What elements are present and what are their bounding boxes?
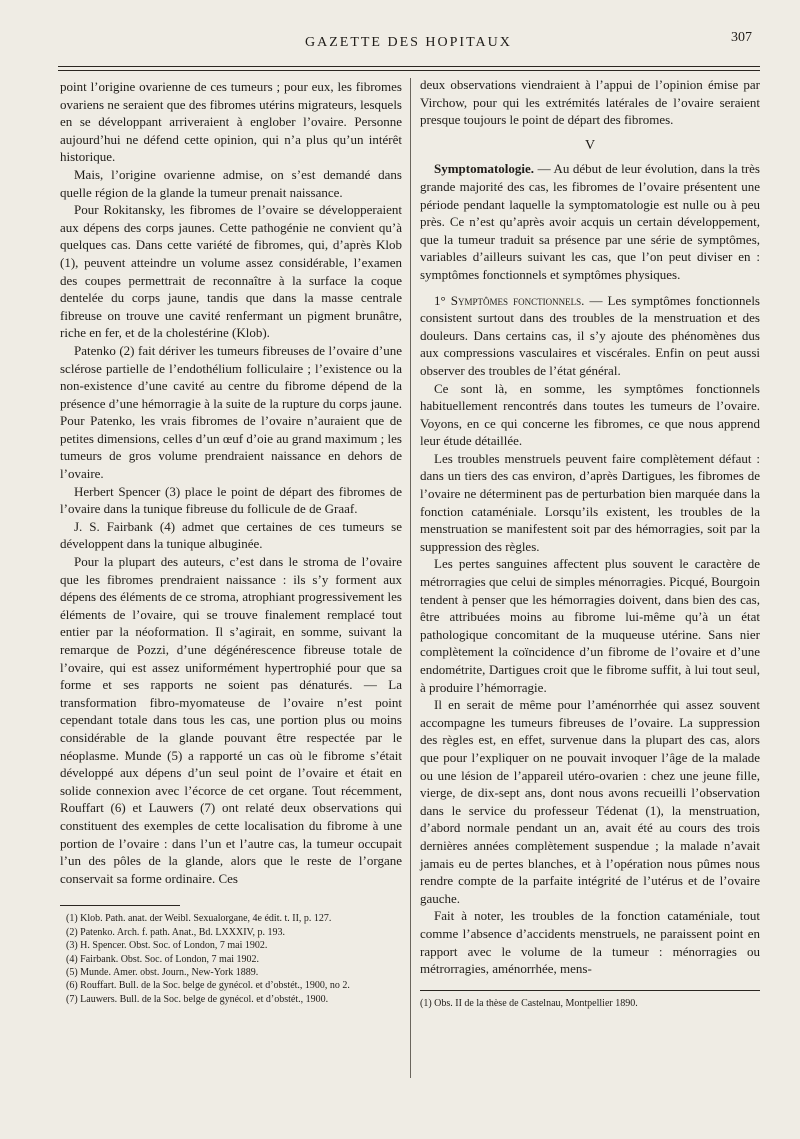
journal-title: GAZETTE DES HOPITAUX (305, 35, 512, 50)
footnote-right: (1) Obs. II de la thèse de Castelnau, Montpellier 1890. (420, 997, 638, 1009)
paragraph: Herbert Spencer (3) place le point de départ des fibromes de l’ovaire dans la tunique fibreuse du follicule de de Graaf. (60, 483, 402, 517)
paragraph: Pour Rokitansky, les fibromes de l’ovaire se développeraient aux dépens des corps jaunes. Cette pathogénie ne convient qu’à quelques cas. Dans cette variété de fibromes, qui, d’après Klob (1), peuvent atteindre un volume assez considérable, l’examen des coupes permettrait de reconnaître à la surface la coque dentelée du corps jaune, tandis que dans la masse centrale fibreuse on trouve une cavité renfermant un pigment brunâtre, riche en fer, et de la cholestérine (Klob). (60, 202, 402, 341)
footnote: (6) Rouffart. Bull. de la Soc. belge de gynécol. et d’obstét., 1900, no 2. (66, 980, 350, 992)
left-column (60, 78, 402, 1006)
paragraph: Les pertes sanguines affectent plus souvent le caractère de métrorragies que celui de simples ménorragies. Picqué, Bourgoin tendent à penser que les hémorragies doivent, dans bien des cas, être attribuées moins au fibrome lui-même qu’à un état pathologique concomitant de la muqueuse utérine. Sans nier complètement la coïncidence d’un fibrome de l’ovaire et d’une endométrite, Dartigues croit que le fibrome suffit, à lui tout seul, à produire l’hémorragie. (420, 556, 760, 695)
paragraph: Il en serait de même pour l’aménorrhée qui assez souvent accompagne les tumeurs fibreuses de l’ovaire. La suppression des règles est, en effet, survenue dans la plupart des cas, alors que pour l’expliquer on ne pouvait invoquer l’âge de la malade ou une lésion de l’appareil utéro-ovarien : chez une jeune fille, vierge, de dix-sept ans, dont nous avons recueilli l’observation dans le service du professeur Tédenat (1), la menstruation, d’abord normale pendant un an, avait été au cours des trois dernières années complètement suspendue ; la malade n’avait jamais eu de pertes blanches, et à l’opération nous pûmes nous rendre compte de la parfaite intégrité de l’utérus et de l’ovaire gauche. (420, 697, 760, 906)
section-number: V (584, 137, 596, 153)
running-head (0, 28, 800, 60)
paragraph-text: — Au début de leur évolution, dans la très grande majorité des cas, les fibromes de l’ovaire présentent une période pendant laquelle la symptomatologie est nulle ou à peu près. Ce n’est qu’après avoir acquis un certain développement, que la tumeur traduit sa présence par une série de symptômes, variables d’ailleurs suivant les cas, que l’on peut diviser en : symptômes fonctionnels et symptômes physiques. (420, 161, 760, 282)
footnote: (3) H. Spencer. Obst. Soc. of London, 7 mai 1902. (66, 940, 268, 952)
paragraph: Patenko (2) fait dériver les tumeurs fibreuses de l’ovaire d’une sclérose partielle de l’endothélium folliculaire ; l’existence ou la non-existence d’une cavité au centre du fibrome dépend de la présence d’une hémorragie à la suite de la rupture du corps jaune. Pour Patenko, les vrais fibromes de l’ovaire n’auraient que de petites dimensions, celles d’un œuf d’oie au grand maximum ; les tumeurs de gros volume prendraient naissance en dehors de l’ovaire. (60, 342, 402, 482)
paragraph: Mais, l’origine ovarienne admise, on s’est demandé dans quelle région de la glande la tumeur prenait naissance. (60, 166, 402, 200)
right-column (420, 76, 760, 1010)
footnote: (1) Klob. Path. anat. der Weibl. Sexualorgane, 4e édit. t. II, p. 127. (66, 913, 332, 925)
footnote: (2) Patenko. Arch. f. path. Anat., Bd. LXXXIV, p. 193. (66, 926, 285, 938)
footnote: (5) Munde. Amer. obst. Journ., New-York 1889. (66, 966, 259, 978)
paragraph-functional (420, 292, 760, 380)
header-rule (58, 66, 760, 67)
footnotes-left (60, 912, 402, 1006)
page-number: 307 (731, 30, 752, 45)
header-rule-thin (58, 70, 760, 71)
paragraph-text: — Les symptômes fonctionnels consistent surtout dans des troubles de la menstruation et des douleurs. Dans certains cas, il s’y ajoute des phénomènes dus aux compressions vasculaires et viscérales. Enfin on peut aussi observer des troubles de l’état général. (420, 292, 760, 378)
paragraph: Les troubles menstruels peuvent faire complètement défaut : dans un tiers des cas environ, d’après Dartigues, les fibromes de l’ovaire ne déterminent pas de perturbation bien marquée dans la fonction cataméniale. Lorsqu’ils existent, les troubles de la menstruation se manifestent soit par des hémorragies, soit par la suppression des règles. (420, 450, 760, 554)
paragraph: J. S. Fairbank (4) admet que certaines de ces tumeurs se développent dans la tunique albuginée. (60, 518, 402, 552)
paragraph: Pour la plupart des auteurs, c’est dans le stroma de l’ovaire que les fibromes prendraient naissance : ils s’y forment aux dépens des éléments de ce stroma, atrophiant progressivement les éléments de l’ovaire, qui se trouve finalement remplacé tout entier par la néoformation. Il s’agirait, en somme, suivant la remarque de Pozzi, d’une dégénérescence fibreuse totale de l’ovaire, qui est assez uniformément hypertrophié pour que sa forme et ses rapports ne soient pas dénaturés. — La transformation fibro-myomateuse de l’ovaire n’est point cependant totale dans tous les cas, une portion plus ou moins considérable de la glande pouvant être respectée par le néoplasme. Munde (5) a rapporté un cas où le fibrome s’était développé aux dépens d’un seul point de l’ovaire et était en solide connexion avec l’écorce de cet organe. Tout récemment, Rouffart (6) et Lauwers (7) ont relaté deux observations qui constituent des exemples de cette localisation du fibrome à une portion de l’ovaire : dans l’un et l’autre cas, la tumeur occupait l’un des pôles de la glande, alors que le reste de l’organe conservait sa forme ordinaire. Ces (60, 554, 402, 886)
paragraph-symptomatology (420, 160, 760, 283)
footnote-rule (420, 990, 760, 991)
paragraph: deux observations viendraient à l’appui de l’opinion émise par Virchow, pour qui les extrémités latérales de l’ovaire seraient presque toujours le point de départ des fibromes. (420, 77, 760, 128)
paragraph: Ce sont là, en somme, les symptômes fonctionnels habituellement rencontrés dans toutes les tumeurs de l’ovaire. Voyons, en ce qui concerne les fibromes, ce que nous apprend leur étude détaillée. (420, 380, 760, 449)
paragraph: Fait à noter, les troubles de la fonction cataméniale, tout comme l’absence d’accidents menstruels, ne paraissent point en rapport avec le volume de la tumeur : ménorragies ou métrorragies, aménorrhée, mens- (420, 908, 760, 977)
section-heading: Symptomatologie. (434, 161, 535, 177)
subsection-heading: 1° Symptômes fonctionnels. (434, 292, 585, 308)
footnote: (7) Lauwers. Bull. de la Soc. belge de gynécol. et d’obstét., 1900. (66, 993, 329, 1005)
footnote-rule (60, 905, 180, 906)
paragraph: point l’origine ovarienne de ces tumeurs ; pour eux, les fibromes ovariens ne seraient que des fibromes utérins migrateurs, lesquels en se développant arriveraient à englober l’ovaire. Personne aujourd’hui ne défend cette opinion, qui n’a plus qu’un intérêt historique. (60, 79, 402, 165)
footnote: (4) Fairbank. Obst. Soc. of London, 7 mai 1902. (66, 953, 260, 965)
column-divider (410, 78, 411, 1078)
